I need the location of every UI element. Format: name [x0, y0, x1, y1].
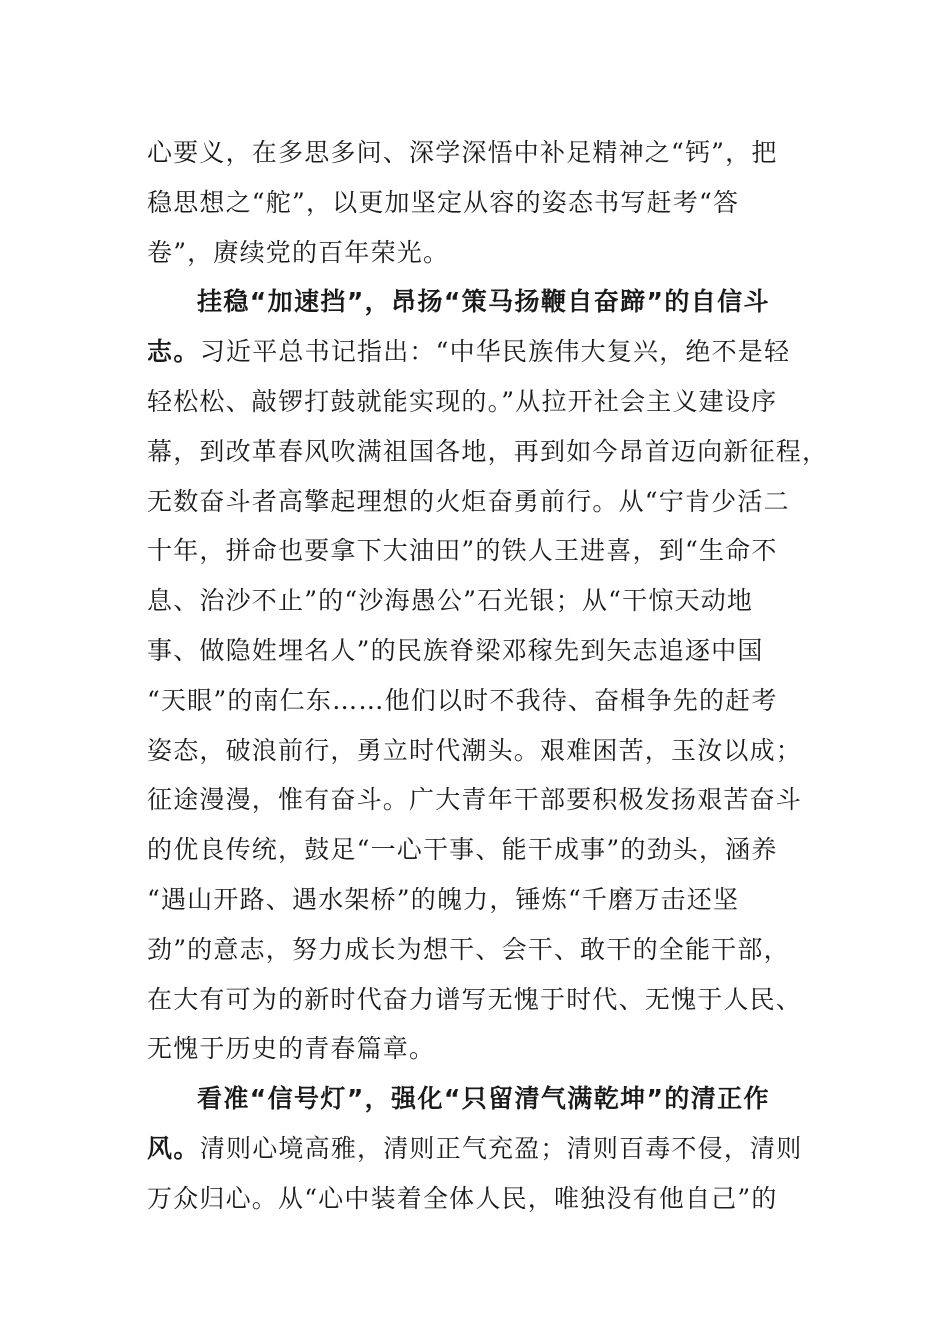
text-line: 卷”，赓续党的百年荣光。 [147, 237, 450, 267]
text-line: 万众归心。从“心中装着全体人民，唯独没有他自己”的 [147, 1183, 778, 1213]
section-heading-end: 志。 [147, 337, 200, 367]
text-line: 劲”的意志，努力成长为想干、会干、敢干的全能干部， [147, 934, 790, 964]
text-line: 事、做隐姓埋名人”的民族脊梁邓稼先到矢志追逐中国 [147, 635, 764, 665]
text-line: 在大有可为的新时代奋力谱写无愧于时代、无愧于人民、 [147, 984, 803, 1014]
text-span: 清则心境高雅，清则正气充盈；清则百毒不侵，清则 [199, 1133, 803, 1163]
text-line: “天眼”的南仁东……他们以时不我待、奋楫争先的赶考 [147, 685, 778, 715]
text-line: 的优良传统，鼓足“一心干事、能干成事”的劲头，涵养 [147, 835, 778, 865]
text-line: 幕，到改革春风吹满祖国各地，再到如今昂首迈向新征程， [147, 436, 829, 466]
article-body [147, 128, 829, 1224]
text-line: “遇山开路、遇水架桥”的魄力，锤炼“千磨万击还坚 [147, 884, 740, 914]
section-heading: 看准“信号灯”，强化“只留清气满乾坤”的清正作 [197, 1084, 770, 1114]
paragraph-2 [147, 277, 829, 1074]
text-line: 姿态，破浪前行，勇立时代潮头。艰难困苦，玉汝以成； [147, 735, 803, 765]
text-line: 心要义，在多思多问、深学深悟中补足精神之“钙”，把 [147, 138, 778, 167]
text-line: 息、治沙不止”的“沙海愚公”石光银；从“干惊天动地 [147, 586, 754, 616]
section-heading: 挂稳“加速挡”，昂扬“策马扬鞭自奋蹄”的自信斗 [197, 287, 770, 317]
text-line: 无数奋斗者高擎起理想的火炬奋勇前行。从“宁肯少活二 [147, 486, 790, 516]
text-line: 十年，拼命也要拿下大油田”的铁人王进喜，到“生命不 [147, 536, 778, 566]
text-line: 征途漫漫，惟有奋斗。广大青年干部要积极发扬艰苦奋斗 [147, 785, 803, 815]
text-line [147, 1124, 803, 1174]
paragraph-3 [147, 1074, 803, 1223]
section-heading-end: 风。 [147, 1133, 200, 1163]
text-line [147, 327, 797, 377]
text-span: 习近平总书记指出：“中华民族伟大复兴，绝不是轻 [199, 337, 791, 367]
text-line: 稳思想之“舵”，以更加坚定从容的姿态书写赶考“答 [147, 187, 740, 217]
text-line: 轻松松、敲锣打鼓就能实现的。”从拉开社会主义建设序 [147, 386, 778, 416]
paragraph-1 [147, 128, 797, 277]
text-line: 无愧于历史的青春篇章。 [147, 1034, 436, 1064]
